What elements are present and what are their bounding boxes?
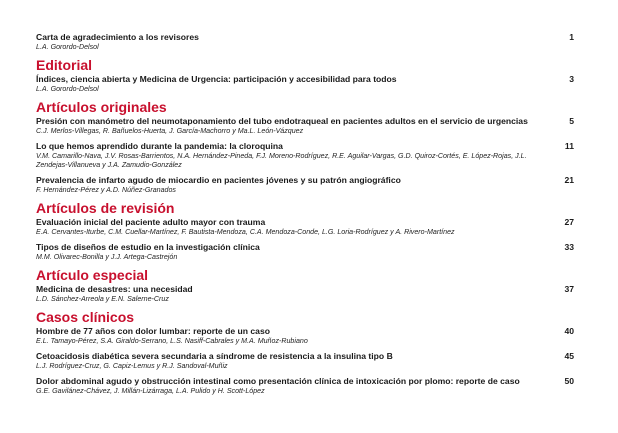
toc-entry[interactable] (36, 242, 582, 262)
article-title[interactable]: Tipos de diseños de estudio en la investigación clínica (36, 242, 260, 252)
page-number: 5 (569, 116, 574, 126)
article-title[interactable]: Presión con manómetro del neumotaponamiento del tubo endotraqueal en pacientes adultos en el servicio de urgencias (36, 116, 528, 126)
page-number: 33 (564, 242, 574, 252)
page-number: 27 (564, 217, 574, 227)
article-title[interactable]: Evaluación inicial del paciente adulto mayor con trauma (36, 217, 266, 227)
article-authors: E.L. Tamayo-Pérez, S.A. Giraldo-Serrano, L.S. Nasiff-Cabrales y M.A. Muñoz-Rubiano (36, 337, 308, 345)
article-title[interactable]: Índices, ciencia abierta y Medicina de Urgencia: participación y accesibilidad para todos (36, 74, 397, 84)
table-of-contents (36, 32, 582, 401)
toc-entry[interactable] (36, 351, 582, 371)
toc-entry[interactable] (36, 376, 582, 396)
article-authors: L.D. Sánchez-Arreola y E.N. Salerne-Cruz (36, 295, 169, 303)
section-heading: Artículos originales (36, 99, 167, 115)
toc-entry[interactable] (36, 175, 582, 195)
toc-entry[interactable] (36, 74, 582, 94)
article-title[interactable]: Carta de agradecimiento a los revisores (36, 32, 199, 42)
article-authors: E.A. Cervantes-Iturbe, C.M. Cuellar-Martínez, F. Bautista-Mendoza, C.A. Mendoza-Conde, L.G. Loria-Rodríguez y A. Rivero-Martínez (36, 228, 455, 236)
article-authors: L.A. Gorordo-Delsol (36, 85, 99, 93)
section-heading: Artículos de revisión (36, 200, 175, 216)
toc-entry[interactable] (36, 326, 582, 346)
page-number: 45 (564, 351, 574, 361)
page-number: 11 (564, 141, 574, 151)
toc-entry[interactable] (36, 32, 582, 52)
article-authors: V.M. Camarillo-Nava, J.V. Rosas-Barrientos, N.A. Hernández-Pineda, F.J. Moreno-Rodríguez, R.E. Aguilar-Vargas, G.D. Quiroz-Cortés, E. López-Rojas, J.L. Zendejas-Villanueva y J.A. Zamudio-González (36, 152, 527, 169)
page-number: 1 (569, 32, 574, 42)
article-title[interactable]: Dolor abdominal agudo y obstrucción intestinal como presentación clínica de intoxicación por plomo: reporte de caso (36, 376, 520, 386)
article-authors: F. Hernández-Pérez y A.D. Núñez-Granados (36, 186, 176, 194)
article-authors: L.A. Gorordo-Delsol (36, 43, 99, 51)
article-authors: M.M. Olivarec-Bonilla y J.J. Artega-Castrejón (36, 253, 178, 261)
toc-entry[interactable] (36, 284, 582, 304)
page-number: 21 (564, 175, 574, 185)
toc-entry[interactable] (36, 116, 582, 136)
page-number: 40 (564, 326, 574, 336)
article-authors: G.E. Gavilánez-Chávez, J. Millán-Lizárraga, L.A. Pulido y H. Scott-López (36, 387, 265, 395)
toc-entry[interactable] (36, 141, 582, 170)
toc-entry[interactable] (36, 217, 582, 237)
article-title[interactable]: Lo que hemos aprendido durante la pandemia: la cloroquina (36, 141, 283, 151)
article-title[interactable]: Cetoacidosis diabética severa secundaria a síndrome de resistencia a la insulina tipo B (36, 351, 393, 361)
page-number: 50 (564, 376, 574, 386)
article-title[interactable]: Hombre de 77 años con dolor lumbar: reporte de un caso (36, 326, 270, 336)
section-heading: Casos clínicos (36, 309, 135, 325)
article-authors: C.J. Merlos-Villegas, R. Bañuelos-Huerta, J. García-Machorro y Ma.L. León-Vázquez (36, 127, 304, 135)
page-number: 37 (564, 284, 574, 294)
section-heading: Artículo especial (36, 267, 149, 283)
article-title[interactable]: Medicina de desastres: una necesidad (36, 284, 193, 294)
section-heading: Editorial (36, 57, 93, 73)
article-title[interactable]: Prevalencia de infarto agudo de miocardio en pacientes jóvenes y su patrón angiográfico (36, 175, 401, 185)
article-authors: L.J. Rodríguez-Cruz, G. Capiz-Lemus y R.J. Sandoval-Muñiz (36, 362, 228, 370)
page-number: 3 (569, 74, 574, 84)
